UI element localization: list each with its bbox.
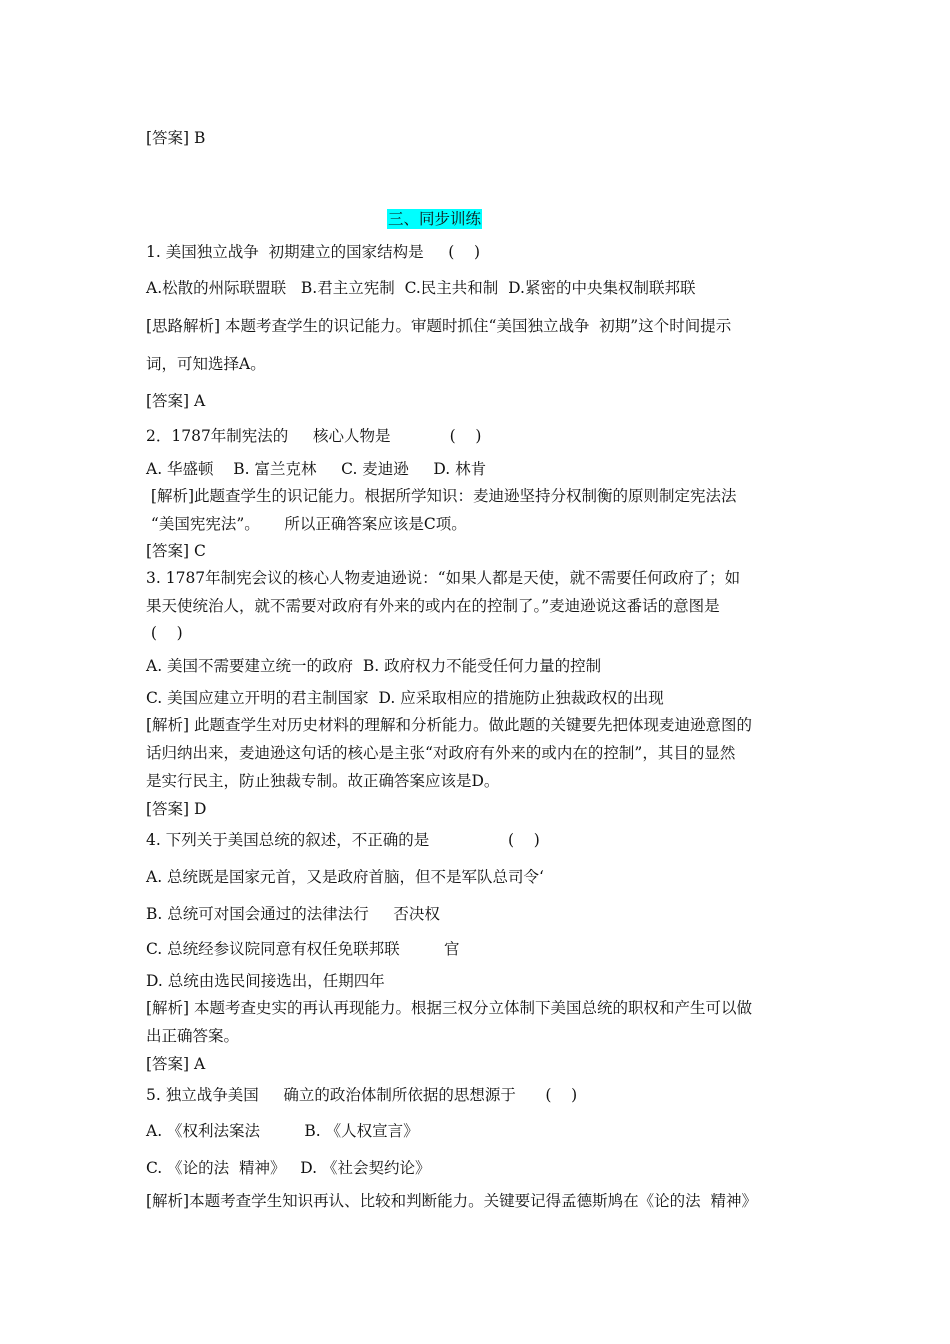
text-line: 2．1787年制宪法的 核心人物是 ( ): [146, 427, 482, 445]
text-line: C. 《论的法 精神》 D. 《社会契约论》: [146, 1159, 431, 1177]
text-line: [解析] 本题考查史实的再认再现能力。根据三权分立体制下美国总统的职权和产生可以做: [146, 999, 753, 1017]
text-line: 3. 1787年制宪会议的核心人物麦迪逊说：“如果人都是天使，就不需要任何政府了；如: [146, 569, 741, 587]
section-heading: 三、同步训练: [388, 210, 482, 228]
text-line: [解析]此题查学生的识记能力。根据所学知识：麦迪逊坚持分权制衡的原则制定宪法法: [146, 487, 737, 505]
text-line: [思路解析] 本题考查学生的识记能力。审题时抓住“美国独立战争 初期”这个时间提示: [146, 317, 732, 335]
text-line: A. 总统既是国家元首，又是政府首脑，但不是军队总司令‘: [146, 868, 544, 886]
text-line: A. 华盛顿 B. 富兰克林 C. 麦迪逊 D. 林肯: [146, 460, 487, 478]
text-line: C. 美国应建立开明的君主制国家 D. 应采取相应的措施防止独裁政权的出现: [146, 689, 664, 707]
text-line: 是实行民主，防止独裁专制。故正确答案应该是D。: [146, 772, 500, 790]
text-line: [答案] D: [146, 800, 207, 818]
text-line: 果天使统治人，就不需要对政府有外来的或内在的控制了。”麦迪逊说这番话的意图是: [146, 597, 720, 615]
text-line: [解析] 此题查学生对历史材料的理解和分析能力。做此题的关键要先把体现麦迪逊意图的: [146, 716, 753, 734]
text-line: B. 总统可对国会通过的法律法行 否决权: [146, 905, 440, 923]
text-line: [答案] A: [146, 392, 206, 410]
text-line: A.松散的州际联盟联 B.君主立宪制 C.民主共和制 D.紧密的中央集权制联邦联: [146, 279, 696, 297]
text-line: D. 总统由选民间接选出，任期四年: [146, 972, 385, 990]
text-line: A. 美国不需要建立统一的政府 B. 政府权力不能受任何力量的控制: [146, 657, 602, 675]
text-line: 话归纳出来，麦迪逊这句话的核心是主张“对政府有外来的或内在的控制”，其目的显然: [146, 744, 736, 762]
text-line: A. 《权利法案法 B. 《人权宣言》: [146, 1122, 419, 1140]
text-line: C. 总统经参议院同意有权任免联邦联 官: [146, 940, 460, 958]
text-line: [答案] C: [146, 542, 206, 560]
text-line: “美国宪宪法”。 所以正确答案应该是C项。: [146, 515, 467, 533]
text-line: [答案] A: [146, 1055, 206, 1073]
text-line: 5. 独立战争美国 确立的政治体制所依据的思想源于 ( ): [146, 1086, 578, 1104]
text-line: ( ): [146, 624, 183, 642]
text-line: [解析]本题考查学生知识再认、比较和判断能力。关键要记得孟德斯鸠在《论的法 精神》: [146, 1192, 757, 1210]
text-line: 4. 下列关于美国总统的叙述，不正确的是 ( ): [146, 831, 540, 849]
text-line: 1. 美国独立战争 初期建立的国家结构是 ( ): [146, 243, 481, 261]
text-line: 出正确答案。: [146, 1027, 240, 1045]
answer-top: [答案] B: [146, 129, 206, 147]
text-line: 词，可知选择A。: [146, 355, 266, 373]
